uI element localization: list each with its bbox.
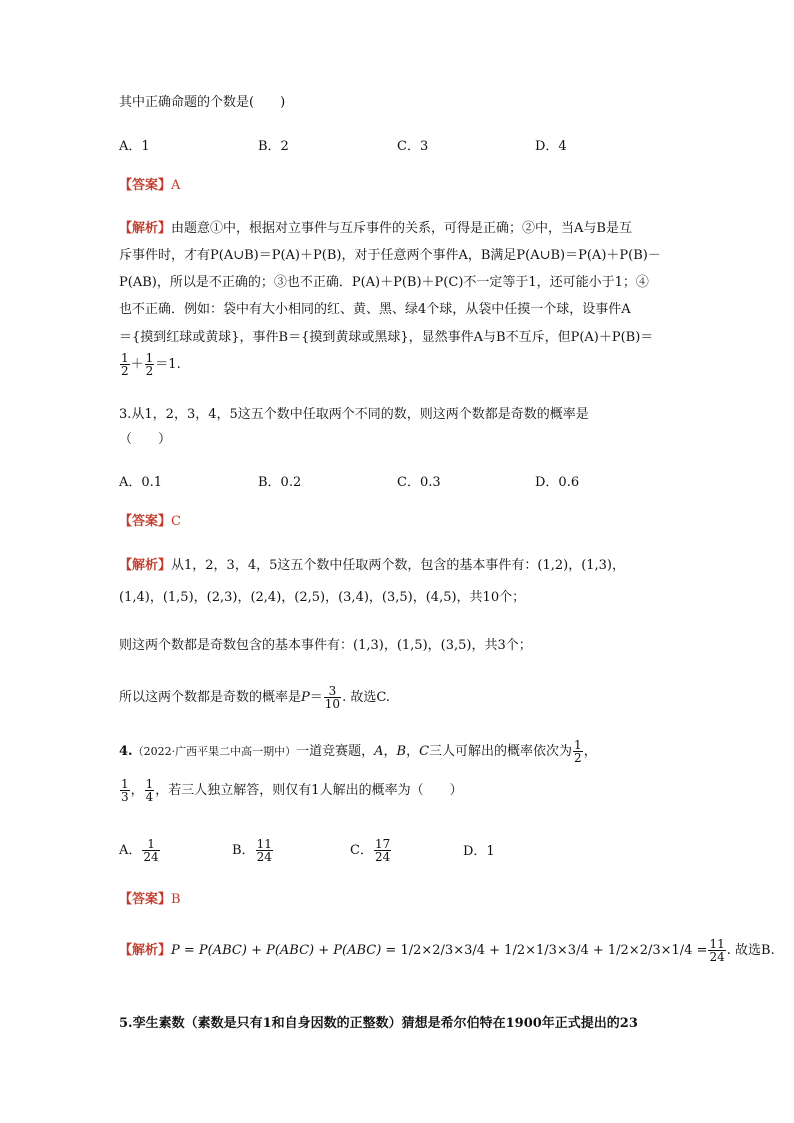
analysis-tag: 【解析】 — [119, 943, 172, 958]
q3-answer — [119, 512, 181, 532]
fraction: $\frac{3}{10}$ — [324, 684, 341, 711]
answer-value: A — [171, 178, 181, 193]
q2-stem-tail: 其中正确命题的个数是( ) — [119, 95, 286, 110]
formula-terms: 1/2×2/3×3/4 + 1/2×1/3×3/4 + 1/2×2/3×1/4 — [400, 943, 693, 958]
q4-stem-line-1: 4.（2022·广西平果二中高一期中）一道竞赛题，A，B，C三人可解出的概率依次为 $\frac{1}{2}$ ， — [119, 738, 597, 765]
answer-tag: 【答案】 — [119, 178, 172, 193]
q3-analysis-line-1 — [119, 556, 625, 576]
q2-option-b: B．2 — [258, 139, 289, 154]
q4-answer — [119, 890, 181, 910]
q3-analysis-line-3: 则这两个数都是奇数包含的基本事件有：(1,3)，(1,5)，(3,5)，共3个； — [119, 638, 532, 653]
answer-value: C — [171, 514, 181, 529]
q2-option-a: A．1 — [119, 139, 150, 154]
fraction: $\frac{1}{2}$ — [145, 351, 154, 378]
q4-analysis-formula: 【解析】P = P(ABC) + P(ABC) + P(ABC) = 1/2×2/3×3/4 + 1/2×1/3×3/4 + 1/2×2/3×1/4 = $\frac{11}{24}$ . 故选B. — [119, 937, 775, 964]
q2-analysis-line-5: ＝{摸到红球或黄球}，事件B＝{摸到黄球或黑球}，显然事件A与B不互斥，但P(A)＋P(B)＝ — [119, 330, 654, 345]
q4-stem-line-2: $\frac{1}{3}$ ， $\frac{1}{4}$ ，若三人独立解答，则仅有1人解出的概率为（ ） — [121, 777, 463, 804]
q2-analysis-line-3: P(AB)，所以是不正确的；③也不正确．P(A)＋P(B)＋P(C)不一定等于1，还可能小于1；④ — [119, 275, 649, 290]
q2-analysis-line-2: 斥事件时，才有P(A∪B)＝P(A)＋P(B)，对于任意两个事件A，B满足P(A∪B)＝P(A)＋P(B)－ — [119, 248, 661, 263]
fraction: $\frac{11}{24}$ — [709, 937, 725, 964]
fraction: $\frac{1}{3}$ — [121, 777, 129, 804]
q3-option-d: D．0.6 — [535, 475, 580, 490]
q3-analysis-line-2: (1,4)，(1,5)，(2,3)，(2,4)，(2,5)，(3,4)，(3,5)，(4,5)，共10个； — [119, 590, 526, 605]
q2-option-c: C．3 — [397, 139, 429, 154]
q2-analysis-line-4: 也不正确．例如：袋中有大小相同的红、黄、黑、绿4个球，从袋中任摸一个球，设事件A — [119, 302, 631, 317]
q4-option-d: D．1 — [463, 844, 495, 859]
q3-analysis-line-4: 所以这两个数都是奇数的概率是P＝ $\frac{3}{10}$ . 故选C. — [119, 684, 390, 711]
q2-answer — [119, 176, 180, 196]
q4-option-b: B． $\frac{11}{24}$ — [232, 837, 272, 864]
q2-analysis-line-1 — [119, 219, 632, 239]
q3-option-c: C．0.3 — [397, 475, 441, 490]
q5-stem: 5.孪生素数（素数是只有1和自身因数的正整数）猜想是希尔伯特在1900年正式提出的23 — [119, 1016, 638, 1031]
fraction: $\frac{1}{4}$ — [145, 777, 154, 804]
answer-value: B — [171, 892, 181, 907]
q3-option-a: A．0.1 — [119, 475, 163, 490]
q4-option-a: A． $\frac{1}{24}$ — [119, 837, 159, 864]
formula-lhs: P = P(ABC) + P(ABC) + P(ABC) = — [171, 943, 397, 958]
fraction: $\frac{1}{2}$ — [121, 351, 129, 378]
q4-option-c: C． $\frac{17}{24}$ — [350, 837, 391, 864]
q2-analysis-line-6: $\frac{1}{2}$ ＋ $\frac{1}{2}$ ＝1. — [121, 351, 181, 378]
analysis-text: 由题意①中，根据对立事件与互斥事件的关系，可得是正确；②中，当A与B是互 — [171, 221, 632, 236]
answer-tag: 【答案】 — [119, 892, 172, 907]
fraction: $\frac{1}{2}$ — [574, 738, 582, 765]
analysis-tag: 【解析】 — [119, 558, 172, 573]
q3-stem-bracket: （ ） — [119, 432, 172, 447]
q3-stem: 3.从1，2，3，4，5这五个数中任取两个不同的数，则这两个数都是奇数的概率是 — [119, 407, 589, 422]
analysis-tag: 【解析】 — [119, 221, 172, 236]
answer-tag: 【答案】 — [119, 514, 172, 529]
q3-option-b: B．0.2 — [258, 475, 302, 490]
q2-option-d: D．4 — [535, 139, 567, 154]
analysis-text: 从1，2，3，4，5这五个数中任取两个数，包含的基本事件有：(1,2)，(1,3)， — [171, 558, 626, 573]
